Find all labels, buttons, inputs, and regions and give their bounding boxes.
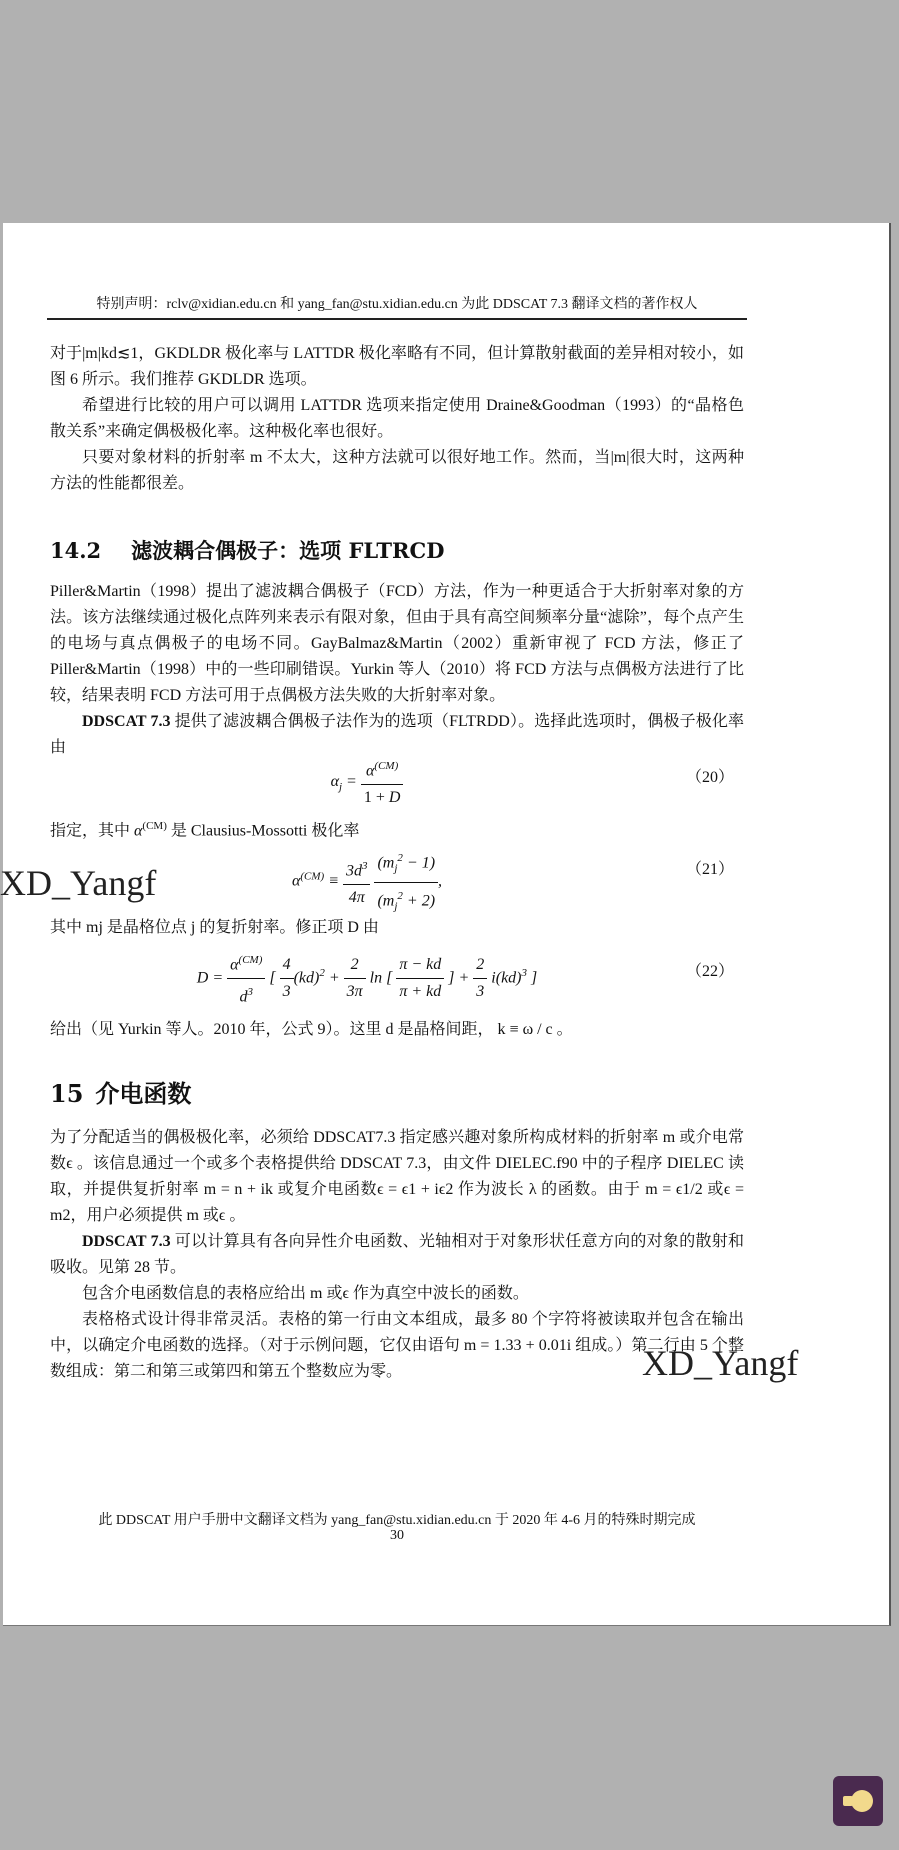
- equation-number: （22）: [685, 963, 734, 980]
- section-number: 14.2: [50, 538, 102, 563]
- paragraph: 希望进行比较的用户可以调用 LATTDR 选项来指定使用 Draine&Goodman（1993）的“晶格色散关系”来确定偶极极化率。这种极化率也很好。: [50, 397, 744, 440]
- page-footer: 此 DDSCAT 用户手册中文翻译文档为 yang_fan@stu.xidian.edu.cn 于 2020 年 4-6 月的特殊时期完成: [98, 1513, 696, 1528]
- lightbulb-icon: [843, 1790, 873, 1812]
- paragraph: 只要对象材料的折射率 m 不太大，这种方法就可以很好地工作。然而，当|m|很大时，这两种方法的性能都很差。: [50, 449, 744, 492]
- section-heading: [50, 538, 744, 564]
- watermark: XD_Yangf: [0, 863, 157, 903]
- section-heading: [50, 1081, 744, 1107]
- paragraph: Piller&Martin（1998）提出了滤波耦合偶极子（FCD）方法，作为一种更适合于大折射率对象的方法。该方法继续通过极化点阵列来表示有限对象，但由于具有高空间频率分量“滤除”，每个点产生的电场与真点偶极子的电场不同。GayBalmaz&Martin（2002）重新审视了 FCD 方法，修正了 Piller&Martin（1998）中的一些印刷错误。Yurkin 等人（2010）将 FCD 方法与点偶极方法进行了比较，结果表明 FCD 方法可用于点偶极方法失败的大折射率对象。: [50, 583, 744, 704]
- dielectric-paragraphs: [50, 1125, 744, 1385]
- section-title: 滤波耦合偶极子：选项 FLTRCD: [131, 538, 445, 563]
- document-page: [3, 223, 891, 1626]
- intro-paragraphs: [50, 341, 744, 497]
- paragraph: 包含介电函数信息的表格应给出 m 或ϵ 作为真空中波长的函数。: [82, 1285, 529, 1302]
- equation-number: （20）: [685, 769, 734, 786]
- bold-text: DDSCAT 7.3: [82, 1233, 171, 1250]
- section-number: 15: [50, 1079, 84, 1108]
- section-title: 介电函数: [95, 1079, 192, 1108]
- paragraph: 指定，其中 $\alpha^{(CM)}$ 是 Clausius-Mossotti 极化率: [50, 820, 360, 840]
- paragraph: 对于|m|kd≲1，GKDLDR 极化率与 LATTDR 极化率略有不同，但计算散射截面的差异相对较小，如图 6 所示。我们推荐 GKDLDR 选项。: [50, 345, 744, 388]
- paragraph: DDSCAT 7.3 提供了滤波耦合偶极子法作为的选项（FLTRDD）。选择此选项时，偶极子极化率由: [50, 713, 745, 756]
- lightbulb-button[interactable]: [833, 1776, 883, 1826]
- paragraph: 给出（见 Yurkin 等人。2010 年，公式 9）。这里 d 是晶格间距， k ≡ ω / c 。: [50, 1021, 573, 1038]
- formula: $\alpha_j$ = $\frac{\alpha^{(CM)}}{1 + D}$: [50, 753, 684, 811]
- paragraph: 其中 mj 是晶格位点 j 的复折射率。修正项 D 由: [50, 919, 379, 936]
- formula: $\alpha^{(CM)}$ ≡ $\frac{3d^3}{4\pi}$ $\frac{(m_j^2 - 1)}{(m_j^2 + 2)}$ ,: [50, 845, 684, 919]
- watermark: XD_Yangf: [642, 1343, 799, 1383]
- equation-22: [50, 947, 744, 1007]
- equation-20: [50, 753, 744, 813]
- fcd-paragraphs: [50, 579, 744, 761]
- paragraph: 表格格式设计得非常灵活。表格的第一行由文本组成，最多 80 个字符将被读取并包含在输出中，以确定介电函数的选择。（对于示例问题，它仅由语句 m = 1.33 + 0.01i 组成。）第二行由 5 个整数组成：第二和第三或第四和第五个整数应为零。: [50, 1311, 744, 1380]
- bold-text: DDSCAT 7.3: [82, 713, 171, 730]
- formula: D = $\frac{\alpha^{(CM)}}{d^3}$ [ $\frac{4}{3}$ (kd)$^2$ + $\frac{2}{3\pi}$ ln [ $\frac{\pi - kd}{\pi + kd}$ ] + $\frac{2}{3}$ i(kd)$^3$ ]: [50, 947, 684, 1011]
- paragraph: DDSCAT 7.3 可以计算具有各向异性介电函数、光轴相对于对象形状任意方向的对象的散射和吸收。见第 28 节。: [50, 1233, 744, 1276]
- paragraph: 为了分配适当的偶极极化率，必须给 DDSCAT7.3 指定感兴趣对象所构成材料的折射率 m 或介电常数ϵ 。该信息通过一个或多个表格提供给 DDSCAT 7.3，由文件 DIELEC.f90 中的子程序 DIELEC 读取，并提供复折射率 m = n + ik 或复介电函数ϵ = ϵ1 + iϵ2 作为波长 λ 的函数。由于 m = ϵ1/2 或ϵ = m2，用户必须提供 m 或ϵ 。: [50, 1129, 744, 1224]
- equation-number: （21）: [685, 861, 734, 878]
- page-header: 特别声明：rclv@xidian.edu.cn 和 yang_fan@stu.xidian.edu.cn 为此 DDSCAT 7.3 翻译文档的著作权人: [47, 293, 747, 320]
- page-number: 30: [390, 1528, 404, 1543]
